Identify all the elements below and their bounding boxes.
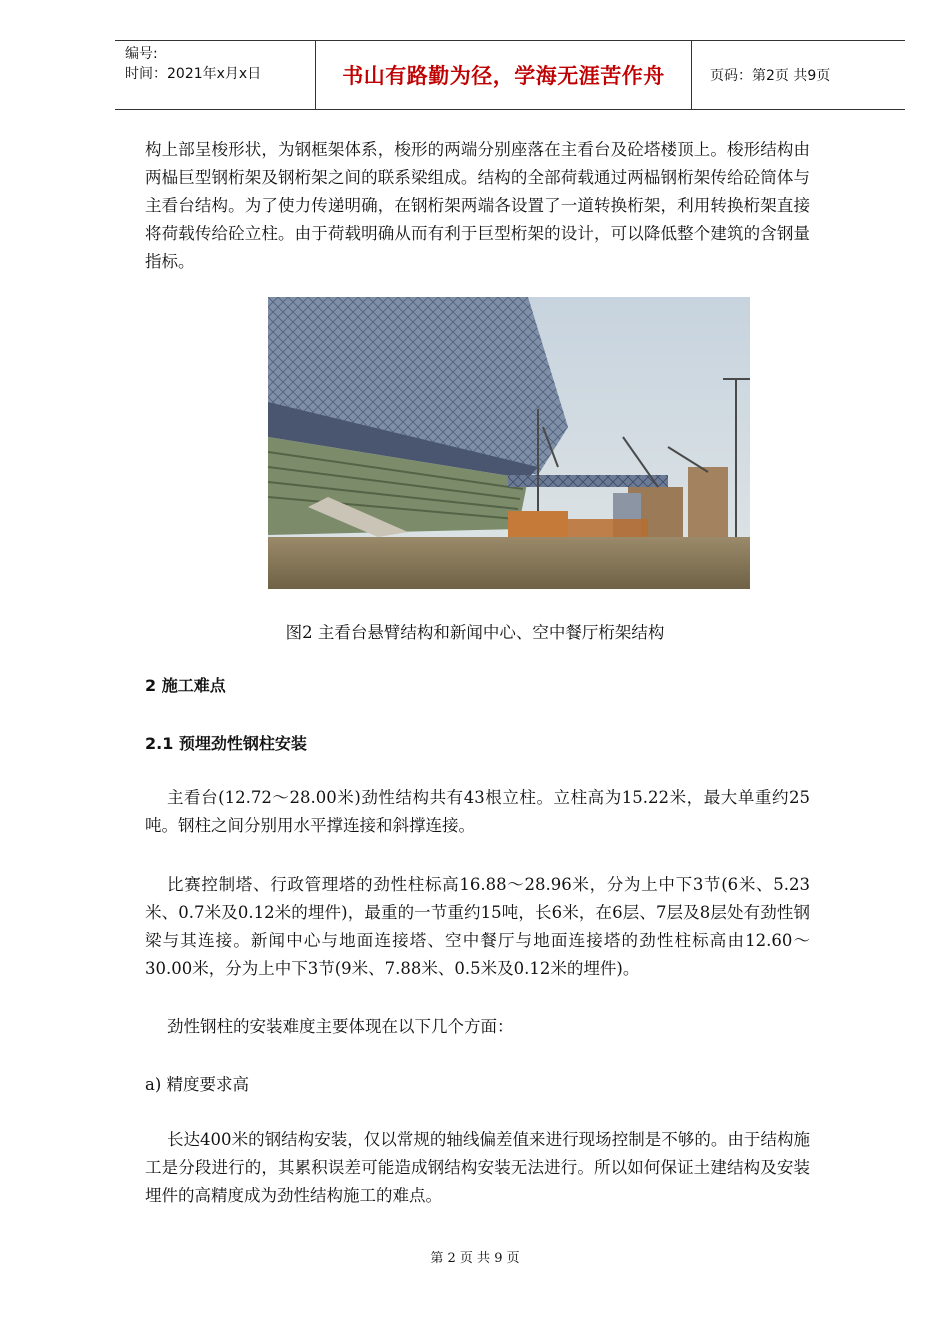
- header-page-label: 页码：第2页 共9页: [710, 68, 831, 84]
- section-heading: 2 施工难点: [145, 676, 226, 695]
- intro-paragraph: 构上部呈梭形状，为钢框架体系，梭形的两端分别座落在主看台及砼塔楼顶上。梭形结构由两榀巨型钢桁架及钢桁架之间的联系梁组成。结构的全部荷载通过两榀钢桁架传给砼筒体与主看台结构。为了使力传递明确，在钢桁架两端各设置了一道转换桁架，利用转换桁架直接将荷载传给砼立柱。由于荷载明确从而有利于巨型桁架的设计，可以降低整个建筑的含钢量指标。: [145, 140, 810, 271]
- page-footer: 第 2 页 共 9 页: [430, 1251, 520, 1266]
- list-item-precision: a) 精度要求高: [145, 1075, 250, 1094]
- paragraph-precision: 长达400米的钢结构安装，仅以常规的轴线偏差值来进行现场控制是不够的。由于结构施工是分段进行的，其累积误差可能造成钢结构安装无法进行。所以如何保证土建结构及安装埋件的高精度成为劲性结构施工的难点。: [145, 1130, 810, 1205]
- header-page-number: [700, 41, 905, 109]
- stadium-photo-illustration: [268, 297, 750, 589]
- paragraph-difficulties-intro: 劲性钢柱的安装难度主要体现在以下几个方面：: [167, 1017, 514, 1036]
- stadium-photo: [268, 297, 750, 589]
- header-meta: [115, 41, 315, 109]
- figure-caption: 图2 主看台悬臂结构和新闻中心、空中餐厅桁架结构: [285, 623, 665, 642]
- header-motto: 书山有路勤为径，学海无涯苦作舟: [315, 41, 692, 109]
- paragraph-main-stand: 主看台(12.72～28.00米)劲性结构共有43根立柱。立柱高为15.22米，最大单重约25吨。钢柱之间分别用水平撑连接和斜撑连接。: [145, 788, 810, 835]
- paragraph-towers: 比赛控制塔、行政管理塔的劲性柱标高16.88～28.96米，分为上中下3节(6米、5.23米、0.7米及0.12米的埋件)，最重的一节重约15吨，长6米，在6层、7层及8层处有劲性钢梁与其连接。新闻中心与地面连接塔、空中餐厅与地面连接塔的劲性柱标高由12.60～30.00米，分为上中下3节(9米、7.88米、0.5米及0.12米的埋件)。: [145, 875, 810, 978]
- document-number-label: 编号:: [125, 46, 158, 62]
- document-time-label: 时间：2021年x月x日: [125, 66, 262, 82]
- subsection-heading: 2.1 预埋劲性钢柱安装: [145, 734, 307, 753]
- page-header: [115, 40, 905, 110]
